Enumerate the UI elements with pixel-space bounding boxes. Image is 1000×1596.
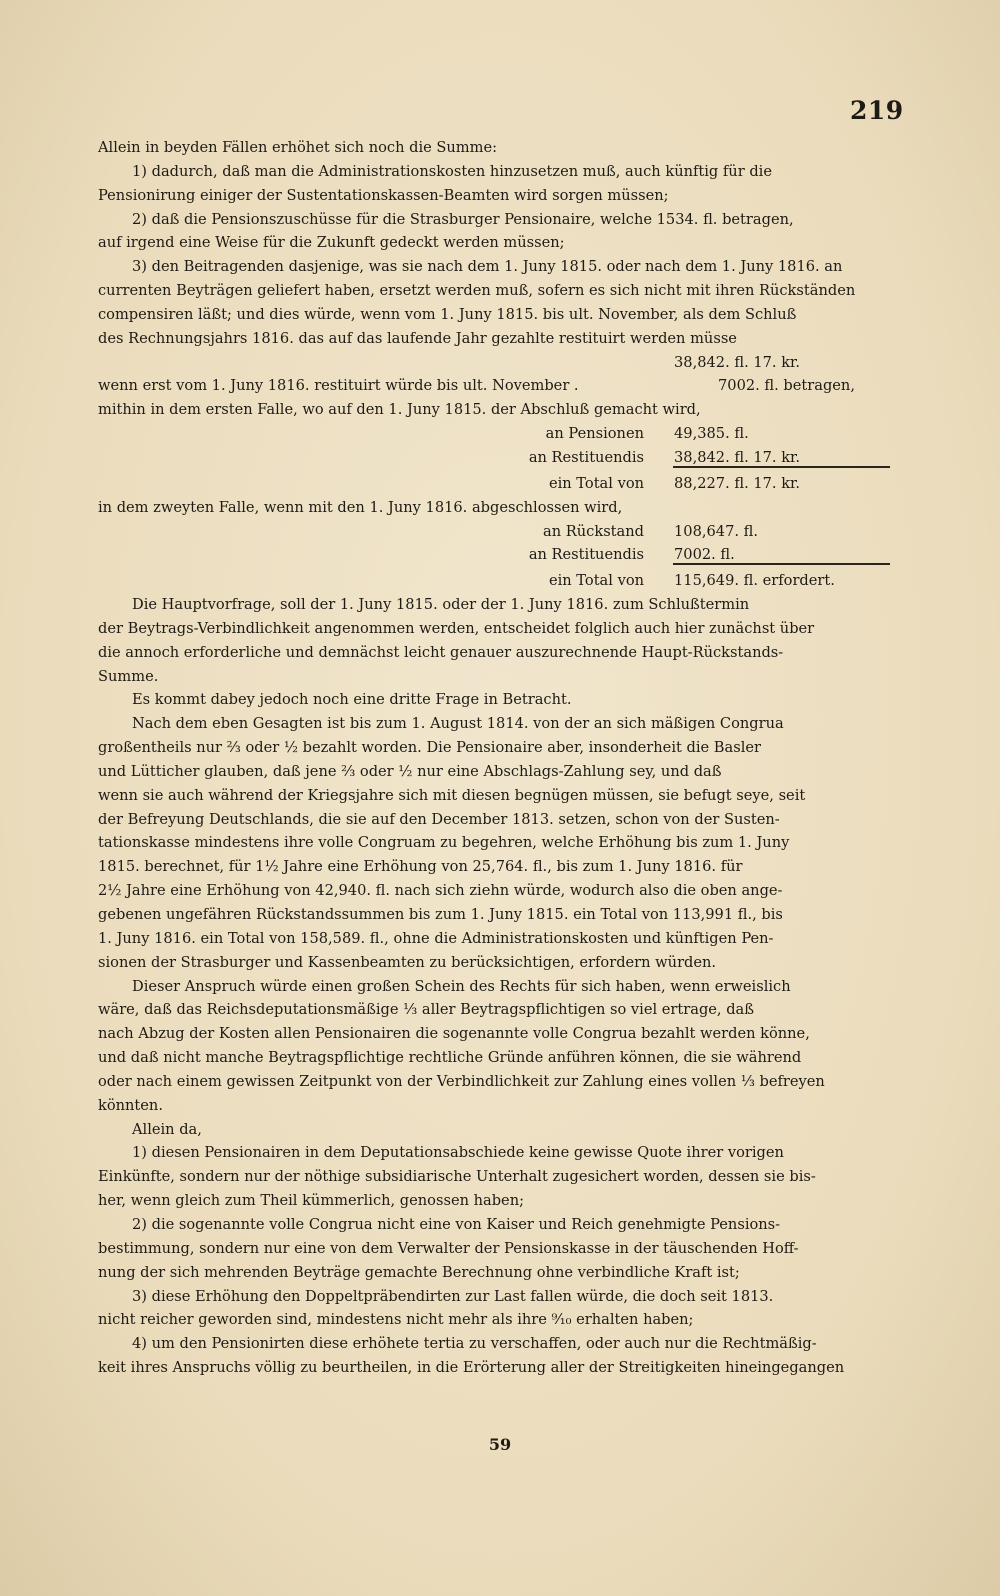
text-line: Allein in beyden Fällen erhöhet sich noch die Summe: <box>98 139 498 156</box>
amount-label: an Restituendis <box>528 448 644 466</box>
amount-label: an Rückstand <box>543 522 644 540</box>
text-line: 1. Juny 1816. ein Total von 158,589. fl., ohne die Administrationskosten und künftigen Pen- <box>98 929 774 947</box>
amount-value: 7002. fl. <box>674 546 735 564</box>
amount-value: 88,227. fl. 17. kr. <box>674 474 801 492</box>
text-line: 1) dadurch, daß man die Administrationskosten hinzusetzen muß, auch künftig für die <box>132 162 772 180</box>
text-line: in dem zweyten Falle, wenn mit den 1. Juny 1816. abgeschlossen wird, <box>98 498 623 516</box>
amount-row <box>98 446 894 470</box>
text-line: nicht reicher geworden sind, mindestens nicht mehr als ihre ⁹⁄₁₀ erhalten haben; <box>98 1311 694 1329</box>
amount-label: an Restituendis <box>528 546 644 564</box>
text-line: Dieser Anspruch würde einen großen Schein des Rechts für sich haben, wenn erweislich <box>132 977 791 995</box>
page-number: 219 <box>850 96 904 125</box>
text-line: gebenen ungefähren Rückstandssummen bis zum 1. Juny 1815. ein Total von 113,991 fl., bis <box>98 906 783 923</box>
amount-label: an Pensionen <box>545 425 644 443</box>
text-line: Die Hauptvorfrage, soll der 1. Juny 1815. oder der 1. Juny 1816. zum Schlußtermin <box>132 596 750 614</box>
amount-value: 49,385. fl. <box>674 425 749 443</box>
text-line: currenten Beyträgen geliefert haben, ersetzt werden muß, sofern es sich nicht mit ihren Rückständen <box>98 282 856 300</box>
text-line: 3) den Beitragenden dasjenige, was sie nach dem 1. Juny 1815. oder nach dem 1. Juny 1816. an <box>132 258 843 276</box>
text-line: auf irgend eine Weise für die Zukunft gedeckt werden müssen; <box>98 234 565 252</box>
amount-row <box>98 351 894 375</box>
text-line: oder nach einem gewissen Zeitpunkt von der Verbindlichkeit zur Zahlung eines vollen ⅓ befreyen <box>98 1072 825 1090</box>
text-line: nung der sich mehrenden Beyträge gemachte Berechnung ohne verbindliche Kraft ist; <box>98 1263 740 1281</box>
text-line: wäre, daß das Reichsdeputationsmäßige ⅓ aller Beytragspflichtigen so viel ertrage, daß <box>98 1001 754 1019</box>
signature-mark: 59 <box>488 1435 512 1454</box>
amount-row <box>98 374 894 398</box>
text-line: Einkünfte, sondern nur der nöthige subsidiarische Unterhalt zugesichert worden, dessen sie bis- <box>98 1168 816 1186</box>
text-line: her, wenn gleich zum Theil kümmerlich, genossen haben; <box>98 1192 525 1210</box>
text-line: großentheils nur ⅔ oder ½ bezahlt worden. Die Pensionaire aber, insonderheit die Basler <box>98 739 761 757</box>
text-line: tationskasse mindestens ihre volle Congruam zu begehren, welche Erhöhung bis zum 1. Juny <box>98 834 790 852</box>
text-line: 3) diese Erhöhung den Doppeltpräbendirten zur Last fallen würde, die doch seit 1813. <box>132 1287 774 1305</box>
text-line: Pensionirung einiger der Sustentationskassen-Beamten wird sorgen müssen; <box>98 186 669 204</box>
text-line: keit ihres Anspruchs völlig zu beurtheilen, in die Erörterung aller der Streitigkeiten hineingegangen <box>98 1359 845 1377</box>
text-line: Summe. <box>98 667 159 685</box>
amount-value: 7002. fl. betragen, <box>718 377 855 395</box>
text-line: compensiren läßt; und dies würde, wenn vom 1. Juny 1815. bis ult. November, als dem Schluß <box>98 305 797 323</box>
text-line: die annoch erforderliche und demnächst leicht genauer auszurechnende Haupt-Rückstands- <box>98 643 784 661</box>
text-line: und daß nicht manche Beytragspflichtige rechtliche Gründe anführen können, die sie während <box>98 1049 802 1067</box>
body-text <box>98 136 894 1380</box>
text-line: des Rechnungsjahrs 1816. das auf das laufende Jahr gezahlte restituirt werden müsse <box>98 329 737 347</box>
amount-value: 38,842. fl. 17. kr. <box>674 448 801 466</box>
text-line: 1) diesen Pensionairen in dem Deputationsabschiede keine gewisse Quote ihrer vorigen <box>132 1144 784 1162</box>
amount-value: 115,649. fl. erfordert. <box>674 572 835 590</box>
text-line: Es kommt dabey jedoch noch eine dritte Frage in Betracht. <box>132 691 572 709</box>
total-row <box>98 472 894 496</box>
text-line: 4) um den Pensionirten diese erhöhete tertia zu verschaffen, oder auch nur die Rechtmäßig- <box>132 1335 817 1353</box>
amount-row <box>98 543 894 567</box>
text-line: 1815. berechnet, für 1½ Jahre eine Erhöhung von 25,764. fl., bis zum 1. Juny 1816. für <box>98 858 743 876</box>
text-line: nach Abzug der Kosten allen Pensionairen die sogenannte volle Congrua bezahlt werden könne, <box>98 1025 810 1043</box>
text-line: der Befreyung Deutschlands, die sie auf den December 1813. setzen, schon von der Susten- <box>98 810 780 828</box>
amount-row <box>98 422 894 446</box>
text-line: Allein da, <box>132 1120 202 1138</box>
text-line: wenn sie auch während der Kriegsjahre sich mit diesen begnügen müssen, sie befugt seye, seit <box>98 786 806 804</box>
text-line: sionen der Strasburger und Kassenbeamten zu berücksichtigen, erfordern würden. <box>98 953 717 971</box>
text-line: 2) die sogenannte volle Congrua nicht eine von Kaiser und Reich genehmigte Pensions- <box>132 1215 781 1233</box>
text-line: 2) daß die Pensionszuschüsse für die Strasburger Pensionaire, welche 1534. fl. betragen, <box>132 210 794 228</box>
total-row <box>98 569 894 593</box>
text-line: und Lütticher glauben, daß jene ⅔ oder ½ nur eine Abschlags-Zahlung sey, und daß <box>98 762 722 780</box>
amount-value: 108,647. fl. <box>674 522 758 540</box>
text-line: bestimmung, sondern nur eine von dem Verwalter der Pensionskasse in der täuschenden Hoff- <box>98 1239 799 1257</box>
amount-row <box>98 520 894 544</box>
amount-label: ein Total von <box>548 572 644 590</box>
text-line: wenn erst vom 1. Juny 1816. restituirt würde bis ult. November . <box>98 377 579 395</box>
amount-value: 38,842. fl. 17. kr. <box>674 353 801 371</box>
text-line: könnten. <box>98 1096 163 1114</box>
text-line: 2½ Jahre eine Erhöhung von 42,940. fl. nach sich ziehn würde, wodurch also die oben ange- <box>98 882 783 900</box>
text-line: der Beytrags-Verbindlichkeit angenommen werden, entscheidet folglich auch hier zunächst über <box>98 619 815 637</box>
text-line: Nach dem eben Gesagten ist bis zum 1. August 1814. von der an sich mäßigen Congrua <box>132 715 784 733</box>
text-line: mithin in dem ersten Falle, wo auf den 1. Juny 1815. der Abschluß gemacht wird, <box>98 401 701 419</box>
amount-label: ein Total von <box>548 474 644 492</box>
